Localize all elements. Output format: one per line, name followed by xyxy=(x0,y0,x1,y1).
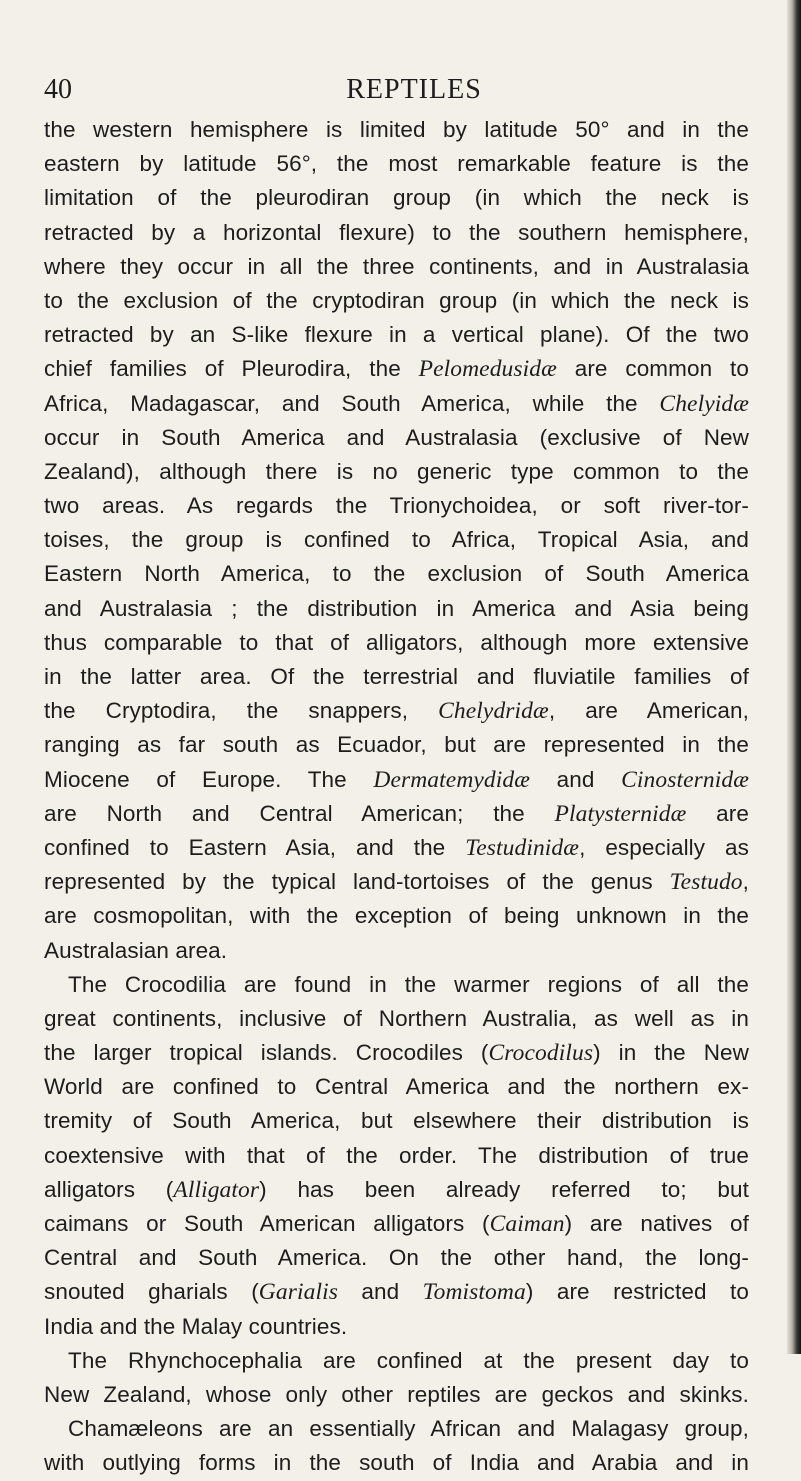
text-line: the western hemisphere is limited by latitude 50° and in the xyxy=(44,117,749,142)
text-line: are cosmopolitan, with the exception of being unknown in the xyxy=(44,903,749,929)
text-line: The Rhynchocephalia are confined at the present day to xyxy=(68,1347,749,1373)
text-line: with outlying forms in the south of India and Arabia and in xyxy=(44,1450,749,1476)
text-line: where they occur in all the three continents, and in Australasia xyxy=(44,253,749,279)
text-line: ranging as far south as Ecuador, but are represented in the xyxy=(44,732,749,758)
text-line: Eastern North America, to the exclusion of South America xyxy=(44,561,749,587)
text-line: Australasian area. xyxy=(44,937,228,963)
text-line: are North and Central American; the Platysternidæ are xyxy=(44,800,749,827)
text-line: alligators (Alligator) has been already referred to; but xyxy=(44,1176,749,1203)
text-line: tremity of South America, but elsewhere their distribution is xyxy=(44,1108,749,1134)
page-number: 40 xyxy=(44,74,72,105)
text-line: in the latter area. Of the terrestrial and fluviatile families of xyxy=(44,664,749,689)
page-edge-shadow xyxy=(787,0,801,1354)
text-line: Central and South America. On the other hand, the long- xyxy=(44,1245,749,1271)
taxon-name: Pelomedusidæ xyxy=(418,356,557,383)
taxon-name: Chelyidæ xyxy=(659,390,749,417)
taxon-name: Platysternidæ xyxy=(554,800,687,827)
text-line: the Cryptodira, the snappers, Chelydridæ, are American, xyxy=(44,698,749,725)
text-line: toises, the group is confined to Africa, Tropical Asia, and xyxy=(44,527,749,553)
text-line: retracted by an S-like flexure in a vertical plane). Of the two xyxy=(44,322,749,348)
text-line: represented by the typical land-tortoises of the genus Testudo, xyxy=(44,869,749,896)
text-line: two areas. As regards the Trionychoidea, or soft river-tor- xyxy=(44,493,749,519)
text-line: thus comparable to that of alligators, although more extensive xyxy=(44,629,749,655)
taxon-name: Testudo xyxy=(669,869,743,896)
text-line: Zealand), although there is no generic type common to the xyxy=(44,458,749,484)
taxon-name: Alligator xyxy=(173,1176,260,1203)
text-line: the larger tropical islands. Crocodiles (Crocodilus) in the New xyxy=(44,1040,750,1067)
text-line: Miocene of Europe. The Dermatemydidæ and Cinosternidæ xyxy=(44,766,749,793)
text-line: Africa, Madagascar, and South America, while the Chelyidæ xyxy=(44,390,749,417)
text-line: and Australasia ; the distribution in America and Asia being xyxy=(44,595,749,621)
text-line: great continents, inclusive of Northern Australia, as well as in xyxy=(44,1005,749,1031)
taxon-name: Chelydridæ xyxy=(438,698,549,725)
taxon-name: Cinosternidæ xyxy=(621,766,749,793)
taxon-name: Tomistoma xyxy=(422,1279,526,1306)
taxon-name: Crocodilus xyxy=(488,1040,594,1067)
body-text xyxy=(44,113,749,1481)
text-line: chief families of Pleurodira, the Pelomedusidæ are common to xyxy=(44,356,749,383)
text-line: New Zealand, whose only other reptiles are geckos and skinks. xyxy=(44,1381,749,1407)
text-line: retracted by a horizontal flexure) to the southern hemisphere, xyxy=(44,219,749,245)
taxon-name: Caiman xyxy=(489,1211,565,1237)
text-line: World are confined to Central America and the northern ex- xyxy=(44,1074,749,1100)
text-line: caimans or South American alligators (Caiman) are natives of xyxy=(44,1211,749,1237)
text-line: coextensive with that of the order. The distribution of true xyxy=(44,1142,749,1168)
text-line: India and the Malay countries. xyxy=(44,1313,348,1339)
text-line: eastern by latitude 56°, the most remarkable feature is the xyxy=(44,151,749,177)
text-line: The Crocodilia are found in the warmer regions of all the xyxy=(68,971,749,997)
running-head: REPTILES xyxy=(346,74,482,105)
text-line: to the exclusion of the cryptodiran group (in which the neck is xyxy=(44,287,749,313)
text-line: snouted gharials (Garialis and Tomistoma) are restricted to xyxy=(44,1279,749,1306)
text-line: occur in South America and Australasia (exclusive of New xyxy=(44,424,749,450)
text-line: Chamæleons are an essentially African and Malagasy group, xyxy=(68,1416,749,1442)
taxon-name: Testudinidæ xyxy=(465,834,580,861)
taxon-name: Dermatemydidæ xyxy=(373,766,531,793)
taxon-name: Garialis xyxy=(258,1279,338,1306)
page-header xyxy=(44,72,744,108)
text-line: confined to Eastern Asia, and the Testudinidæ, especially as xyxy=(44,834,749,861)
text-line: limitation of the pleurodiran group (in which the neck is xyxy=(44,185,749,211)
